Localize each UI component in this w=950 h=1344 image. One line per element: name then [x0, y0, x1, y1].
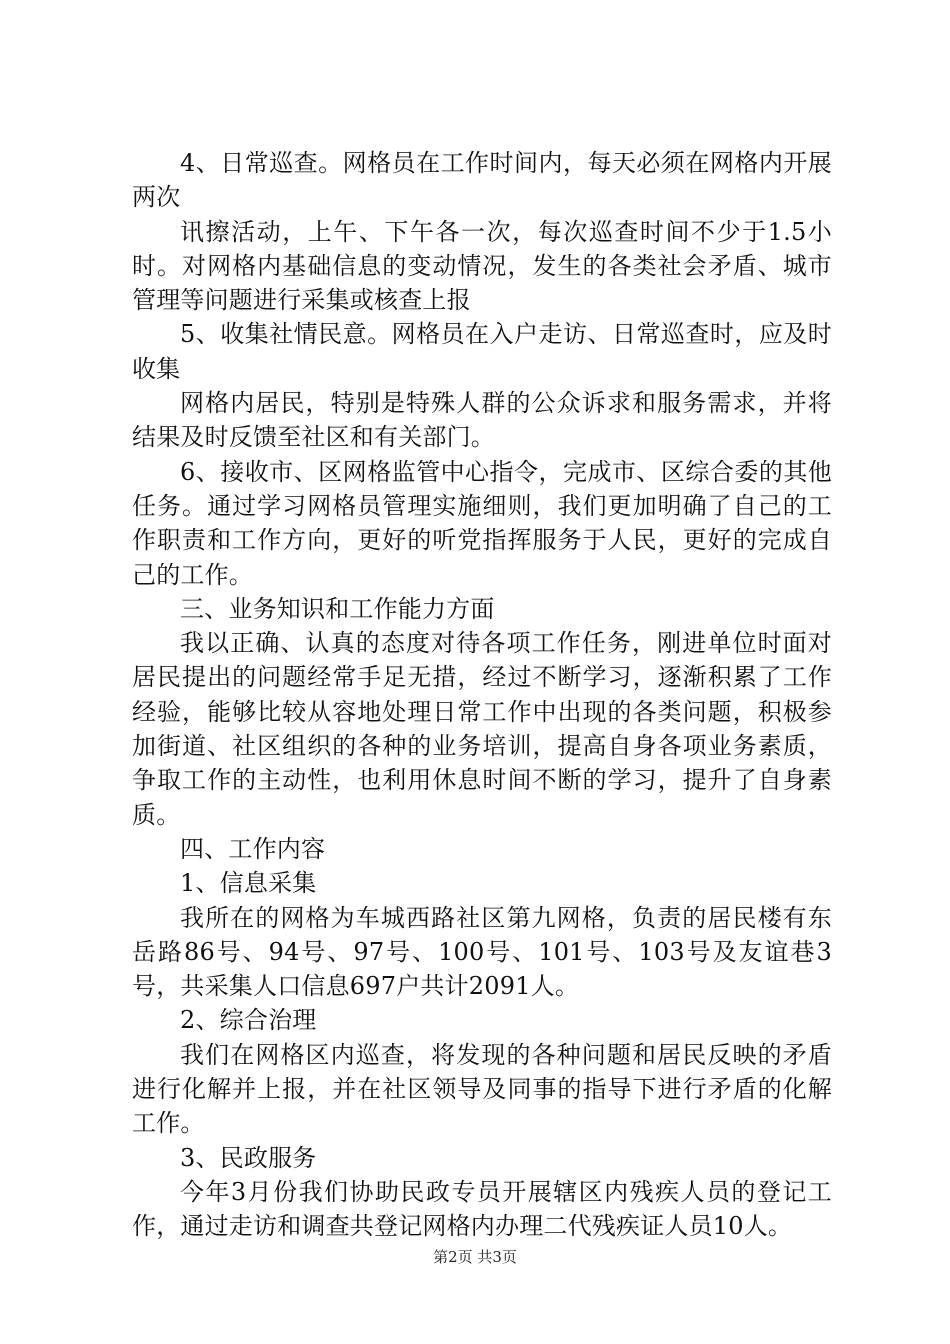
paragraph-grid-info: 我所在的网格为车城西路社区第九网格，负责的居民楼有东岳路86号、94号、97号、100号、101号、103号及友谊巷3号，共采集人口信息697户共计2091人。	[132, 903, 832, 1001]
heading-work-content: 四、工作内容	[180, 834, 326, 863]
paragraph-daily-patrol: 4、日常巡查。网格员在工作时间内，每天必须在网格内开展两次	[132, 149, 832, 212]
paragraph-receive-instructions: 6、接收市、区网格监管中心指令，完成市、区综合委的其他任务。通过学习网格员管理实施细则，我们更加明确了自己的工作职责和工作方向，更好的听党指挥服务于人民，更好的完成自己的工作。	[132, 457, 832, 589]
subheading-civil-affairs: 3、民政服务	[180, 1143, 317, 1172]
paragraph-governance-details: 我们在网格区内巡查，将发现的各种问题和居民反映的矛盾进行化解并上报，并在社区领导及同事的指导下进行矛盾的化解工作。	[132, 1040, 832, 1138]
page-number-footer: 第2页 共3页	[433, 1248, 517, 1266]
subheading-info-collection: 1、信息采集	[180, 869, 317, 898]
heading-business-knowledge: 三、业务知识和工作能力方面	[180, 594, 495, 623]
paragraph-work-attitude: 我以正确、认真的态度对待各项工作任务，刚进单位时面对居民提出的问题经常手足无措，经过不断学习，逐渐积累了工作经验，能够比较从容地处理日常工作中出现的各类问题，积极参加街道、社区组织的各种的业务培训，提高自身各项业务素质，争取工作的主动性，也利用休息时间不断的学习，提升了自身素质。	[132, 629, 832, 829]
paragraph-civil-affairs-details: 今年3月份我们协助民政专员开展辖区内残疾人员的登记工作，通过走访和调查共登记网格内办理二代残疾证人员10人。	[132, 1177, 832, 1241]
document-body	[132, 146, 832, 1244]
paragraph-resident-needs: 网格内居民，特别是特殊人群的公众诉求和服务需求，并将结果及时反馈至社区和有关部门。	[132, 389, 832, 452]
paragraph-collect-opinions: 5、收集社情民意。网格员在入户走访、日常巡查时，应及时收集	[132, 320, 832, 383]
subheading-comprehensive-governance: 2、综合治理	[180, 1006, 317, 1035]
paragraph-patrol-details: 讯擦活动，上午、下午各一次，每次巡查时间不少于1.5小时。对网格内基础信息的变动情况，发生的各类社会矛盾、城市管理等问题进行采集或核查上报	[132, 217, 832, 315]
